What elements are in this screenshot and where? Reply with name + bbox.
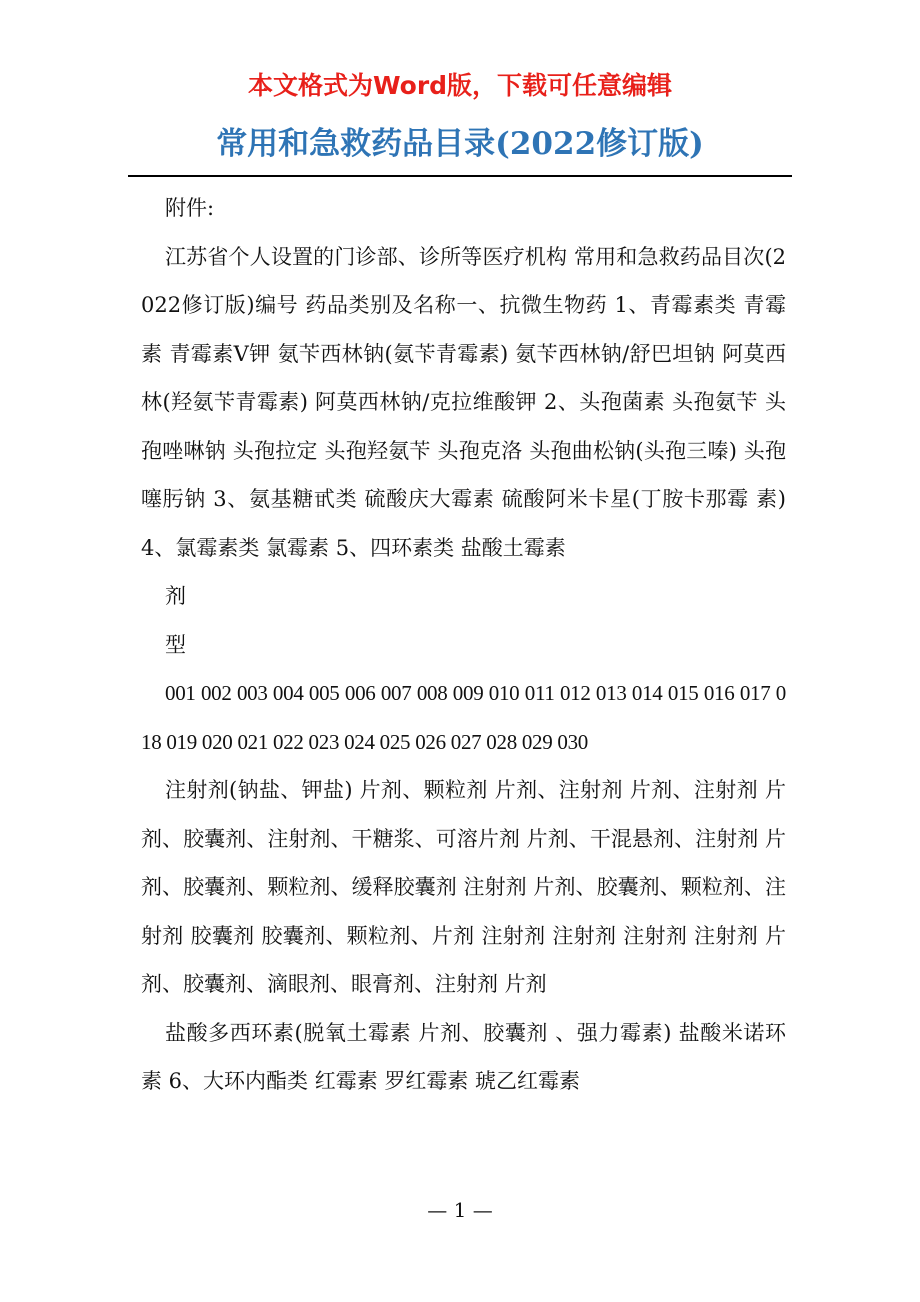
format-notice: 本文格式为Word版，下载可任意编辑 <box>247 71 673 100</box>
paragraph-drug-categories: 江苏省个人设置的门诊部、诊所等医疗机构 常用和急救药品目次(2022修订版)编号 药品类别及名称一、抗微生物药 1、青霉素类 青霉素 青霉素V钾 氨苄西林钠(氨苄青霉素) 氨苄西林钠/舒巴坦钠 阿莫西林(羟氨苄青霉素) 阿莫西林钠/克拉维酸钾 2、头孢菌素 头孢氨苄 头孢唑啉钠 头孢拉定 头孢羟氨苄 头孢克洛 头孢曲松钠(头孢三嗪) 头孢噻肟钠 3、氨基糖甙类 硫酸庆大霉素 硫酸阿米卡星(丁胺卡那霉 素) 4、氯霉素类 氯霉素 5、四环素类 盐酸土霉素 <box>141 244 786 560</box>
paragraph-dosage-forms: 注射剂(钠盐、钾盐) 片剂、颗粒剂 片剂、注射剂 片剂、注射剂 片剂、胶囊剂、注射剂、干糖浆、可溶片剂 片剂、干混悬剂、注射剂 片剂、胶囊剂、颗粒剂、缓释胶囊剂 注射剂 片剂、胶囊剂、颗粒剂、注射剂 胶囊剂 胶囊剂、颗粒剂、片剂 注射剂 注射剂 注射剂 注射剂 片剂、胶囊剂、滴眼剂、眼膏剂、注射剂 片剂 <box>141 778 786 996</box>
column-label-dosage-1: 剂 <box>165 584 186 608</box>
paragraph-tetracyclines: 盐酸多西环素(脱氧土霉素 片剂、胶囊剂 、强力霉素) 盐酸米诺环素 6、大环内酯类 红霉素 罗红霉素 琥乙红霉素 <box>141 1020 786 1093</box>
paragraph-item-codes: 001 002 003 004 005 006 007 008 009 010 011 012 013 014 015 016 017 018 019 020 021 022 023 024 025 026 027 028 029 030 <box>141 681 786 754</box>
document-title: 常用和急救药品目录(2022修订版) <box>216 126 704 162</box>
attachment-label: 附件: <box>165 196 215 220</box>
document-body <box>141 184 786 1106</box>
header-rule <box>128 175 792 177</box>
column-label-dosage-2: 型 <box>165 632 186 657</box>
page-number: — 1 — <box>427 1198 493 1222</box>
